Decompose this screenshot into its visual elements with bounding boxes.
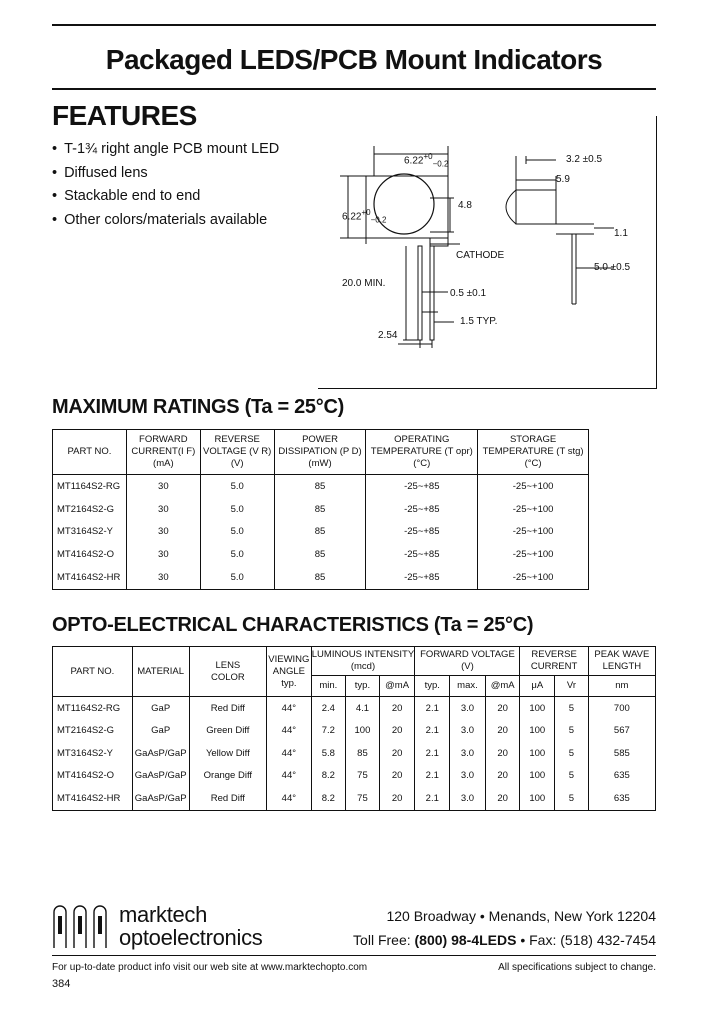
side-dim-1-1-label: 1.1 xyxy=(614,228,628,239)
cell: Red Diff xyxy=(189,697,267,720)
side-dim-3-2-label: 3.2 ±0.5 xyxy=(566,154,603,165)
cell: -25~+85 xyxy=(366,498,478,521)
header-operating-temp: OPERATING TEMPERATURE (T opr) (°C) xyxy=(366,430,478,475)
cathode-label: CATHODE xyxy=(456,250,505,261)
cell-part-no: MT4164S2-HR xyxy=(53,566,127,589)
cell-part-no: MT3164S2-Y xyxy=(53,742,133,765)
cell: 20 xyxy=(485,765,520,788)
cell: 5.0 xyxy=(200,543,274,566)
cell: 8.2 xyxy=(311,765,346,788)
cell: 100 xyxy=(520,697,555,720)
cell: 3.0 xyxy=(450,765,486,788)
cell: 8.2 xyxy=(311,787,346,810)
table-row xyxy=(53,787,656,810)
header-part-no: PART NO. xyxy=(53,430,127,475)
features-heading: FEATURES xyxy=(52,100,197,131)
cell: Green Diff xyxy=(189,720,267,743)
opto-table xyxy=(52,646,656,811)
side-dim-5-9-label: 5.9 xyxy=(556,174,570,185)
subheader: nm xyxy=(588,676,655,697)
cell: 635 xyxy=(588,765,655,788)
cell: 7.2 xyxy=(311,720,346,743)
header-storage-temp: STORAGE TEMPERATURE (T stg) (°C) xyxy=(478,430,589,475)
cell: 44° xyxy=(267,742,311,765)
cell: 44° xyxy=(267,787,311,810)
lead-length-label: 20.0 MIN. xyxy=(342,278,386,289)
cell: GaAsP/GaP xyxy=(132,765,189,788)
cell: -25~+100 xyxy=(478,475,589,498)
subheader: typ. xyxy=(346,676,380,697)
table-row xyxy=(53,521,589,544)
subheader: Vr xyxy=(555,676,589,697)
cell: 20 xyxy=(485,697,520,720)
subheader: @mA xyxy=(485,676,520,697)
cell: 30 xyxy=(126,521,200,544)
cell: -25~+85 xyxy=(366,475,478,498)
cell: -25~+100 xyxy=(478,543,589,566)
cell: GaP xyxy=(132,697,189,720)
subheader: typ. xyxy=(415,676,450,697)
company-phone: Toll Free: (800) 98-4LEDS • Fax: (518) 432-7454 xyxy=(353,932,656,948)
cell: GaAsP/GaP xyxy=(132,742,189,765)
cell-part-no: MT2164S2-G xyxy=(53,498,127,521)
cell-part-no: MT1164S2-RG xyxy=(53,475,127,498)
cell: 4.1 xyxy=(346,697,380,720)
header-material: MATERIAL xyxy=(132,647,189,697)
cell: 5.0 xyxy=(200,521,274,544)
cell: 2.1 xyxy=(415,720,450,743)
feature-item: • T-1¾ right angle PCB mount LED xyxy=(52,138,279,162)
opto-body xyxy=(53,697,656,811)
cell: -25~+100 xyxy=(478,498,589,521)
cell: GaAsP/GaP xyxy=(132,787,189,810)
cell: 5 xyxy=(555,742,589,765)
cell: 75 xyxy=(346,787,380,810)
cell: -25~+100 xyxy=(478,521,589,544)
cell: 2.4 xyxy=(311,697,346,720)
page-title: Packaged LEDS/PCB Mount Indicators xyxy=(105,44,603,75)
cell: 5.0 xyxy=(200,566,274,589)
feature-item: • Diffused lens xyxy=(52,162,279,186)
title-rule xyxy=(52,88,656,90)
cell: 567 xyxy=(588,720,655,743)
table-row xyxy=(53,765,656,788)
cell: 44° xyxy=(267,697,311,720)
cell: 635 xyxy=(588,787,655,810)
cell: 85 xyxy=(346,742,380,765)
table-row xyxy=(53,475,589,498)
cell: 44° xyxy=(267,720,311,743)
company-name: marktech optoelectronics xyxy=(119,902,263,950)
dim-width-label: $6.22^{+0}_{-0.2}$ xyxy=(404,152,449,169)
cell: 30 xyxy=(126,566,200,589)
subheader: min. xyxy=(311,676,346,697)
company-address: 120 Broadway • Menands, New York 12204 xyxy=(386,908,656,924)
cell-part-no: MT4164S2-HR xyxy=(53,787,133,810)
header-reverse-voltage: REVERSE VOLTAGE (V R) (V) xyxy=(200,430,274,475)
lead-diameter-label: 0.5 ±0.1 xyxy=(450,288,487,299)
cell: 100 xyxy=(520,765,555,788)
cell: 20 xyxy=(485,742,520,765)
cell: 100 xyxy=(346,720,380,743)
cell-part-no: MT1164S2-RG xyxy=(53,697,133,720)
cell: 30 xyxy=(126,498,200,521)
cell: Red Diff xyxy=(189,787,267,810)
cell: 20 xyxy=(379,742,415,765)
footer-disclaimer: All specifications subject to change. xyxy=(498,962,656,973)
header-luminous-intensity: LUMINOUS INTENSITY (mcd) xyxy=(311,647,415,676)
header-peak-wavelength: PEAK WAVE LENGTH xyxy=(588,647,655,676)
subheader: max. xyxy=(450,676,486,697)
cell: 30 xyxy=(126,475,200,498)
cell: 20 xyxy=(379,720,415,743)
subheader: @mA xyxy=(379,676,415,697)
cell: 85 xyxy=(274,498,366,521)
cell: 75 xyxy=(346,765,380,788)
cell: -25~+100 xyxy=(478,566,589,589)
table-row xyxy=(53,742,656,765)
dim-height-label: $6.22^{+0}_{-0.2}$ xyxy=(342,208,387,225)
footer-rule xyxy=(52,955,656,956)
table-row xyxy=(53,498,589,521)
header-forward-voltage: FORWARD VOLTAGE (V) xyxy=(415,647,520,676)
cell: 20 xyxy=(485,787,520,810)
cell: 20 xyxy=(379,697,415,720)
side-dim-5-0-label: 5.0 ±0.5 xyxy=(594,262,631,273)
features-list xyxy=(52,138,279,232)
cell-part-no: MT3164S2-Y xyxy=(53,521,127,544)
cell: Yellow Diff xyxy=(189,742,267,765)
cell-part-no: MT4164S2-O xyxy=(53,543,127,566)
cell: 20 xyxy=(379,765,415,788)
cell: 100 xyxy=(520,787,555,810)
dim-4-8-label: 4.8 xyxy=(458,200,472,211)
cell-part-no: MT4164S2-O xyxy=(53,765,133,788)
cell: 20 xyxy=(485,720,520,743)
cell: 2.1 xyxy=(415,742,450,765)
table-row xyxy=(53,697,656,720)
cell-part-no: MT2164S2-G xyxy=(53,720,133,743)
cell: 100 xyxy=(520,742,555,765)
page-number: 384 xyxy=(52,978,71,990)
cell: 585 xyxy=(588,742,655,765)
table-row xyxy=(53,543,589,566)
cell: 2.1 xyxy=(415,787,450,810)
max-ratings-table xyxy=(52,429,589,590)
cell: 30 xyxy=(126,543,200,566)
header-viewing-angle: VIEWING ANGLE typ. xyxy=(267,647,311,697)
table-row xyxy=(53,720,656,743)
header-lens-color: LENS COLOR xyxy=(189,647,267,697)
footer-website-note: For up-to-date product info visit our web site at www.marktechopto.com xyxy=(52,962,368,973)
marktech-logo-icon xyxy=(52,902,114,950)
header-forward-current: FORWARD CURRENT(I F) (mA) xyxy=(126,430,200,475)
dimension-diagram xyxy=(318,116,657,389)
header-reverse-current: REVERSE CURRENT xyxy=(520,647,588,676)
lead-bend-label: 1.5 TYP. xyxy=(460,316,498,327)
cell: 5 xyxy=(555,720,589,743)
max-ratings-heading: MAXIMUM RATINGS (Ta = 25°C) xyxy=(52,396,344,418)
cell: 700 xyxy=(588,697,655,720)
feature-item: • Other colors/materials available xyxy=(52,209,279,233)
cell: Orange Diff xyxy=(189,765,267,788)
cell: 5.8 xyxy=(311,742,346,765)
top-rule xyxy=(52,24,656,26)
cell: 5 xyxy=(555,697,589,720)
cell: 3.0 xyxy=(450,742,486,765)
feature-item: • Stackable end to end xyxy=(52,185,279,209)
header-power-dissipation: POWER DISSIPATION (P D) (mW) xyxy=(274,430,366,475)
subheader: μA xyxy=(520,676,555,697)
cell: 5.0 xyxy=(200,475,274,498)
table-row xyxy=(53,566,589,589)
cell: 85 xyxy=(274,521,366,544)
cell: 85 xyxy=(274,543,366,566)
cell: 3.0 xyxy=(450,720,486,743)
cell: 3.0 xyxy=(450,787,486,810)
cell: 5 xyxy=(555,787,589,810)
opto-heading: OPTO-ELECTRICAL CHARACTERISTICS (Ta = 25°C) xyxy=(52,614,534,636)
cell: -25~+85 xyxy=(366,543,478,566)
cell: 100 xyxy=(520,720,555,743)
cell: 2.1 xyxy=(415,765,450,788)
cell: -25~+85 xyxy=(366,566,478,589)
cell: 85 xyxy=(274,475,366,498)
cell: 85 xyxy=(274,566,366,589)
cell: 2.1 xyxy=(415,697,450,720)
cell: 3.0 xyxy=(450,697,486,720)
cell: GaP xyxy=(132,720,189,743)
header-part-no: PART NO. xyxy=(53,647,133,697)
cell: 5 xyxy=(555,765,589,788)
cell: 44° xyxy=(267,765,311,788)
lead-pitch-label: 2.54 xyxy=(378,330,398,341)
cell: 20 xyxy=(379,787,415,810)
cell: -25~+85 xyxy=(366,521,478,544)
cell: 5.0 xyxy=(200,498,274,521)
